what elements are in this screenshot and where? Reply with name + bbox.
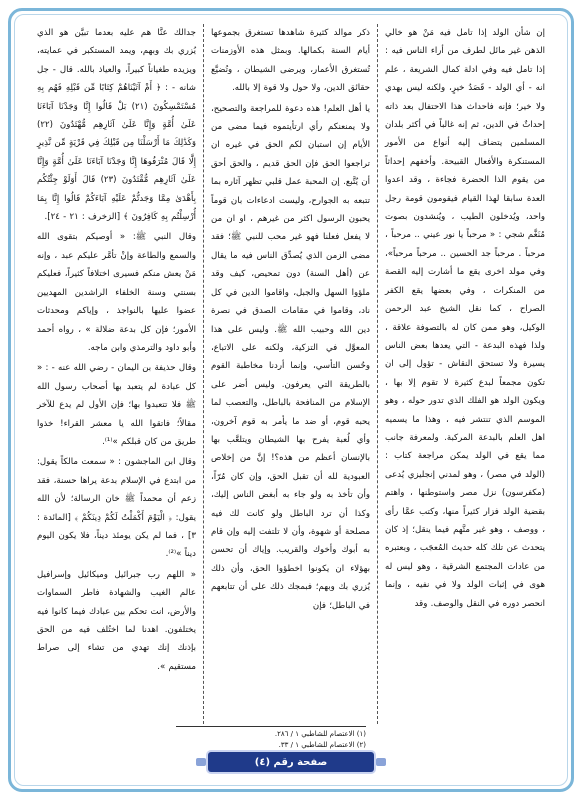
text-columns xyxy=(30,24,552,724)
paragraph: جدالك عنَّا هم عليه بعدما تبيَّن هو الذي يُزري بك وبهم، ويمد المستكبر في عمايته، ويزيده طغياناً كبيراً، والعياذ بالله. قال - جل شانه - : ﴿ أَمْ آتَيْنَاهُمْ كِتَابًا مِّن قَبْلِهِ فَهُم بِهِ مُسْتَمْسِكُونَ (٢١) بَلْ قَالُوا إِنَّا وَجَدْنَا آبَاءَنَا عَلَىٰ أُمَّةٍ وَإِنَّا عَلَىٰ آثَارِهِم مُّهْتَدُونَ (٢٢) وَكَذَٰلِكَ مَا أَرْسَلْنَا مِن قَبْلِكَ فِي قَرْيَةٍ مِّن نَّذِيرٍ إِلَّا قَالَ مُتْرَفُوهَا إِنَّا وَجَدْنَا آبَاءَنَا عَلَىٰ أُمَّةٍ وَإِنَّا عَلَىٰ آثَارِهِم مُّقْتَدُونَ (٢٣) قَالَ أَوَلَوْ جِئْتُكُم بِأَهْدَىٰ مِمَّا وَجَدتُّمْ عَلَيْهِ آبَاءَكُمْ قَالُوا إِنَّا بِمَا أُرْسِلْتُم بِهِ كَافِرُونَ ﴾ [الزخرف : ٢١ - ٢٤]. xyxy=(37,28,196,223)
column-left xyxy=(30,24,204,724)
paragraph: يا أهل العلم! هذه دعوة للمراجعة والتصحيح، ولا يمنعنكم رأي ارتأيتموه فيما مضى من الأيام إن استبان لكم الحق في غيره ان تراجعوا الحق فإن الحق قديم ، والحق أحق أن يُتَّبع. إن المحبة عمل قلبي تظهر آثاره بما تتبعه به الجوارح، وليست ادعاءات بان قوماً يحبون الرسول اكثر من غيرهم ، او ان من لا يفعل فعلنا فهو غير محب للنبي ﷺ؛ فقد مضى الزمن الذي يُصدِّق الناس فيه ما يقال عن (أهل السنة) دون تمحيص، كيف وقد ملؤوا السهل والجبل، واقاموا الدين في كل ناد، وقاموا في مقامات الصدق في نصرة دين الله وحبيب الله ﷺ. وليس على هذا المعوَّل في التزكية، ولكنه على الاتباع، وحُسن التأسي، وإنما أردنا مخاطبة القوم بالطريقة التي يعرفون. وليس أضر على الإسلام من المنافحة بالباطل، والتعصب لما يحبه قوم، أو ضد ما يأمر به قوم آخرون، وأي لُعبة يفرح بها الشيطان ويتلعَّب بها بالإنسان أعظم من هذه؟! إنَّ من إخلاص العبودية لله أن تقبل الحق، وإن كان مُرّاً، وأن تأخذ به ولو جاء به أبغض الناس إليك، وكذا أن ترد الباطل ولو كانت لك فيه مصلحة أو شهوة، وأن لا تلتفت إليه وإن قام به أبوك وأخوك والقريب. وإياك أن تحسن بهؤلاء ان يكونوا اخطؤوا الحق، وأن ذلك يُزري بك وبهم؛ فبمجك ذلك على أن تتابعهم في الباطل؛ فإن xyxy=(211,103,370,611)
footnotes xyxy=(176,726,366,751)
paragraph: وقال حذيفة بن اليمان - رضي الله عنه - : « كل عبادة لم يتعبد بها أصحاب رسول الله ﷺ فلا تتعبدوا بها؛ فإن الأول لم يدع للآخر مقالاً؛ فاتقوا الله يا معشر القراء! خذوا طريق من كان قبلكم »⁽¹⁾. xyxy=(37,363,196,447)
paragraph: وقال النبي ﷺ: « أوصيكم بتقوى الله والسمع والطاعة وإنْ تأمَّر عليكم عبد ، وإنه مَنْ يعش منكم فسيرى اختلافاً كثيراً، فعليكم بسنتي وسنة الخلفاء الراشدين المهديين عضوا عليها بالنواجذ ، وإياكم ومحدثات الأمور؛ فإن كل بدعة ضلالة » ، رواه أحمد وأبو داود والترمذي وابن ماجه. xyxy=(37,232,196,353)
paragraph: « اللهم رب جبرائيل وميكائيل وإسرافيل عالم الغيب والشهادة فاطر السماوات والأرض، انت تحكم بين عبادك فيما كانوا فيه يختلفون. اهدنا لما اختُلف فيه من الحق بإذنك إنك تهدي من تشاء إلى صراط مستقيم ». xyxy=(37,569,196,672)
paragraph: إن شأن الولد إذا تامل فيه مَنْ هو خالي الذهن غير مائل لطرف من أراء الناس فيه : إذا تامل فيه وفي ادلة كمال الشريعة ، علم انه - أي الولد - قَصَدُ خيرٍ، ولكنه ليس بهدي ولا خير؛ فإنه فاحداث هذا الاحتفال بعد ذاته إحداثٌ في الدين، ثم إنه غالباً في أكثر بلدان المسلمين يتضاف إليه أنواع من الأمور المستنكرة والأفعال القبيحة. وأخفهم إحداثاً من يقوم الذا الحضرة فجاءة ، وقد اعدوا العدة سابقا لهذا القيام فيقومون قومة رجل واحد، ويُدخلون الطيب ، ويُنشدون بصوت مُنَغَّم شجي : « مرحباً يا نور عيني .. مرحباً ، مرحباً . مرحباً جد الحسين .. مرحباً مرحباً»، وفي مولد اخرى يقع ما أشارت إليه القصة من المنكرات ، وفي بعضها يقع الكفر الصراح ، كما نقل الشيخ عبد الرحمن الوكيل، وهو ممن كان له بالتصوفة علاقة ، ولذا فهذه البدعة - التي يعدها بعض الناس يسيرة ولا تستحق النقاش - تؤول إلى ان تكون مجمعاً لبدع كثيرة لا تقوم إلا بها ، ويكون الولد هو الفلك الذي تدور حوله ، وهو الموسم الذي تنتشر فيه ، وهذا ما يسميه اهل العلم بالبدعة المركبة. ولمعرفة جانب مما يقع في الولد يمكن مراجعة كتاب : (الولد في مصر) ، وهو لمدني إنجليزي يُدعى (مكفرسون) نزل مصر واستوطنها ، واهتم بقضية الولد فزار كثيراً منها، وكتب عمَّا رأى ، ووصف ، وهو غير متَّهم فيما ينقل؛ إذ كان يتحدث عن تلك كله حديث المُعجَب ، وبعتبره من عادات المجتمع الشرقية ، وهو ليس له هوى في إثبات الولد ولا في نفيه ، وإنما انحصر دوره في النقل والوصف. وقد xyxy=(385,28,545,609)
paragraph: ذكر موالد كثيرة شاهدها تستغرق بجموعها أيام السنة بكمالها. وبمثل هذه الأوزمنات تُستغرق الأعمار، ويرضى الشيطان ، وتُضيَّع حقائق الدين، ولا حول ولا قوة إلا بالله. xyxy=(211,28,370,94)
paragraph: وقال ابن الماجشون : « سمعت مالكاً يقول: من ابتدع في الإسلام بدعة يراها حسنة، فقد زعم أن محمداً ﷺ خان الرسالة؛ لأن الله يقول: ﴿ الْيَوْمَ أَكْمَلْتُ لَكُمْ دِينَكُمْ ﴾ [المائدة : ٣] ، فما لم يكن يومئذ ديناً، فلا يكون اليوم ديناً »⁽²⁾. xyxy=(37,457,196,560)
column-right xyxy=(378,24,552,724)
ornament-right xyxy=(376,758,386,766)
footnote: (٢) الاعتصام للشاطبي ١ / ٣٣. xyxy=(278,741,366,749)
column-middle xyxy=(204,24,378,724)
footnote: (١) الاعتصام للشاطبي ١ / ٢٨٦. xyxy=(274,730,366,738)
page-number-bar xyxy=(208,752,374,772)
page-number-label: صفحة رقم (٤) xyxy=(254,756,328,768)
ornament-left xyxy=(196,758,206,766)
